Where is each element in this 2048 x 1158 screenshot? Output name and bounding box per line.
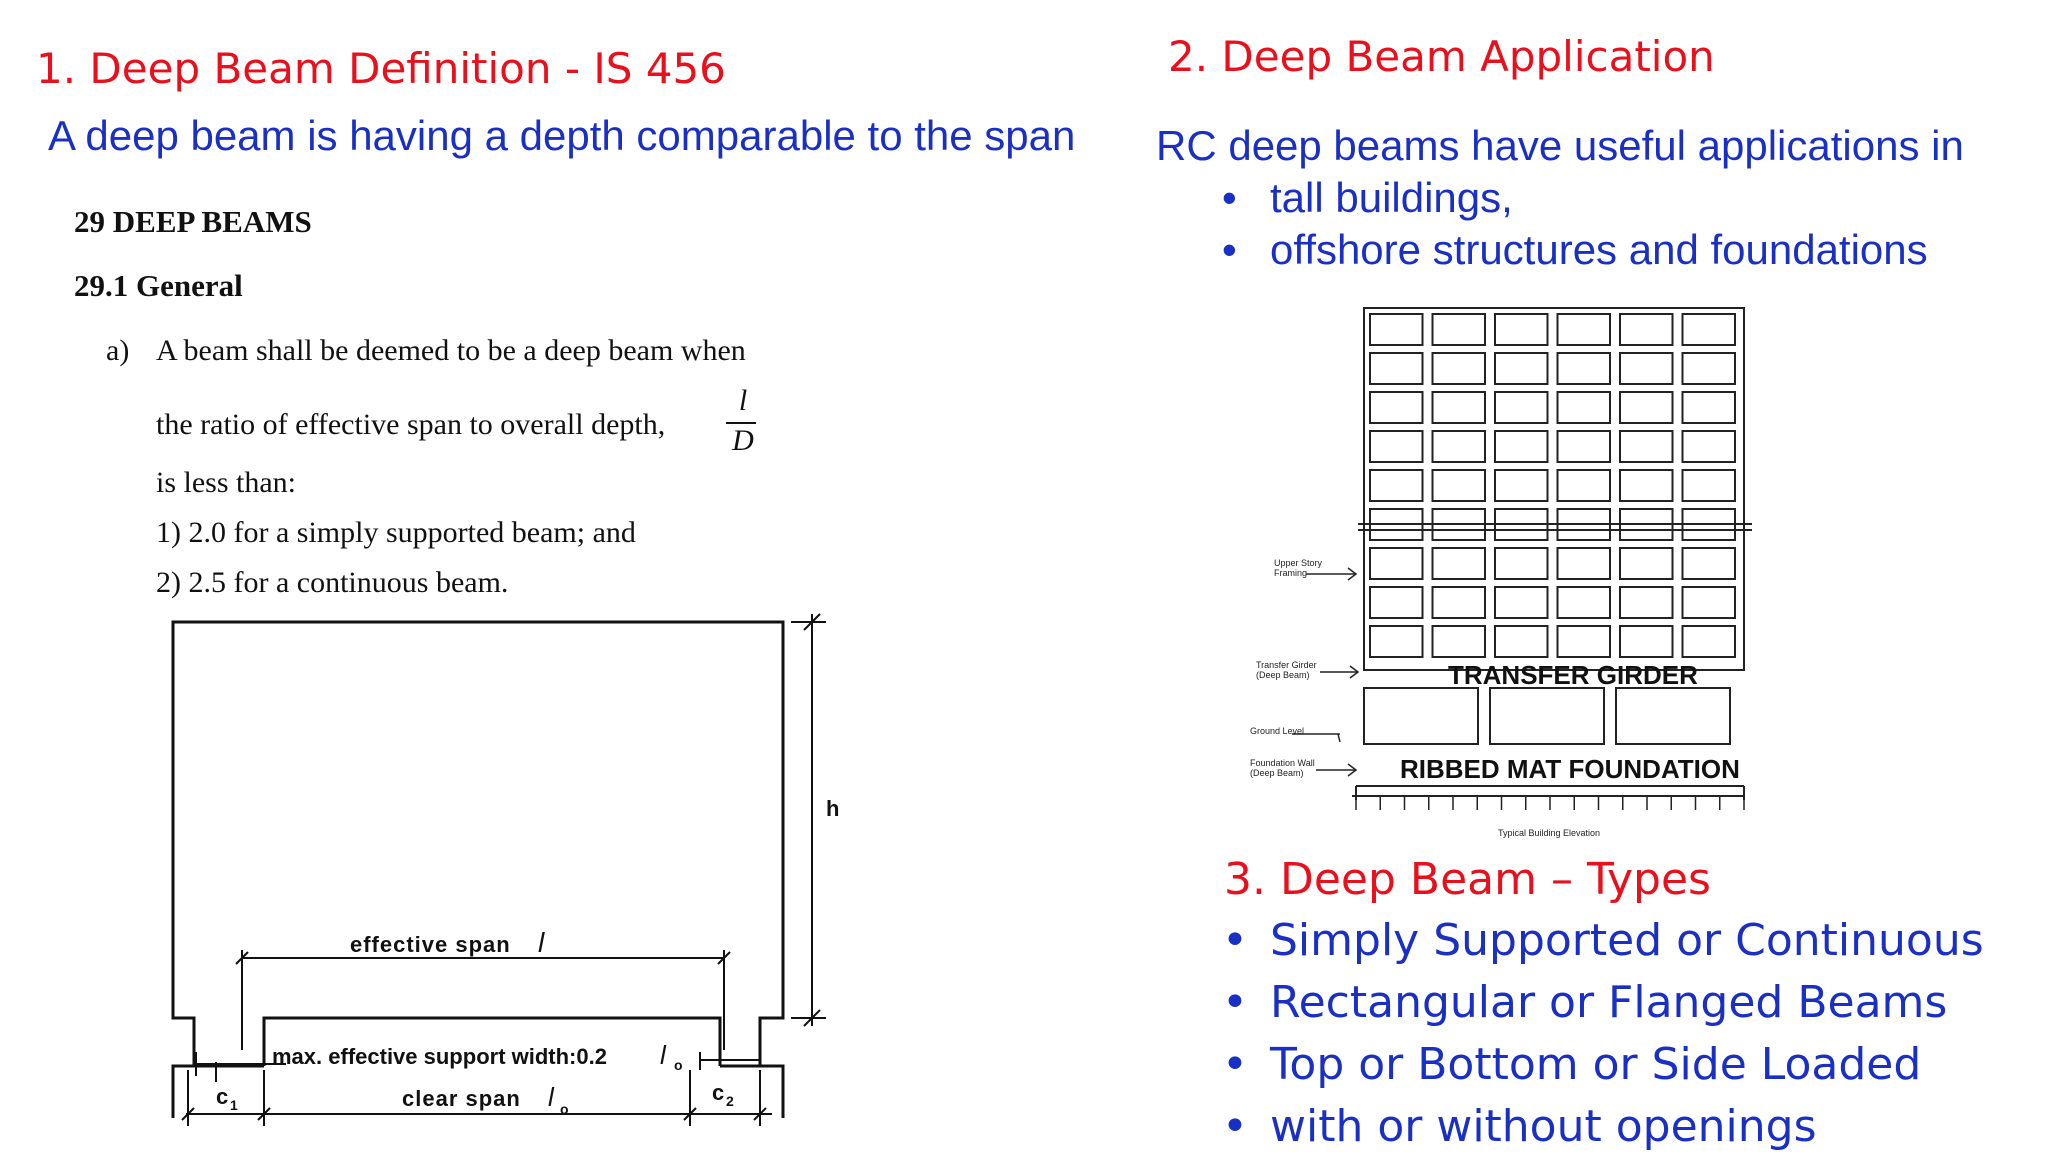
clear-span-symbol: l — [548, 1082, 554, 1112]
window-cell — [1558, 314, 1611, 345]
label-upper-story: Upper Story — [1274, 558, 1323, 568]
clause-line2: the ratio of effective span to overall depth, — [156, 408, 666, 441]
window-cell — [1370, 353, 1423, 384]
window-cell — [1433, 314, 1486, 345]
window-cell — [1683, 353, 1736, 384]
window-cell — [1558, 392, 1611, 423]
ribbed-mat-label: RIBBED MAT FOUNDATION — [1400, 754, 1740, 784]
window-cell — [1683, 548, 1736, 579]
window-cell — [1620, 314, 1673, 345]
window-cell — [1683, 431, 1736, 462]
window-cell — [1433, 587, 1486, 618]
window-cell — [1370, 470, 1423, 501]
clause-line1: A beam shall be deemed to be a deep beam when — [156, 334, 746, 367]
types-list — [1222, 910, 1984, 1158]
window-cell — [1495, 431, 1548, 462]
window-cell — [1620, 548, 1673, 579]
label-elevation: Typical Building Elevation — [1498, 828, 1601, 838]
window-cell — [1683, 626, 1736, 657]
window-cell — [1558, 548, 1611, 579]
window-cell — [1370, 626, 1423, 657]
window-cell — [1620, 353, 1673, 384]
transfer-cell — [1364, 688, 1478, 744]
label-foundation-2: (Deep Beam) — [1250, 768, 1304, 778]
window-cell — [1620, 587, 1673, 618]
label-transfer-2: (Deep Beam) — [1256, 670, 1310, 680]
window-cell — [1370, 431, 1423, 462]
transfer-cell — [1616, 688, 1730, 744]
type-item: • with or without openings — [1222, 1096, 1984, 1158]
building-elevation-diagram — [1220, 288, 1770, 848]
label-ground: Ground Level — [1250, 726, 1305, 736]
window-cell — [1433, 431, 1486, 462]
label-foundation: Foundation Wall — [1250, 758, 1315, 768]
c2-label: c — [712, 1080, 725, 1105]
label-upper-story-2: Framing — [1274, 568, 1308, 578]
window-cell — [1495, 587, 1548, 618]
window-cell — [1433, 392, 1486, 423]
window-cell — [1370, 587, 1423, 618]
clause-item2: 2) 2.5 for a continuous beam. — [156, 566, 509, 599]
clause-line3: is less than: — [156, 466, 296, 499]
support-width-symbol: l — [660, 1040, 666, 1070]
window-cell — [1558, 470, 1611, 501]
c1-subscript: 1 — [230, 1097, 238, 1113]
window-cell — [1433, 353, 1486, 384]
application-list — [1222, 172, 1928, 276]
clause-item1: 1) 2.0 for a simply supported beam; and — [156, 516, 636, 549]
section2-heading: 2. Deep Beam Application — [1168, 32, 1715, 81]
clear-span-label: clear span — [402, 1086, 521, 1111]
support-width-label: max. effective support width:0.2 — [272, 1044, 607, 1069]
window-cell — [1495, 353, 1548, 384]
code-subtitle: 29.1 General — [74, 268, 243, 303]
window-cell — [1370, 548, 1423, 579]
effective-span-symbol: l — [538, 927, 545, 958]
window-cell — [1683, 314, 1736, 345]
window-cell — [1495, 626, 1548, 657]
window-cell — [1683, 470, 1736, 501]
window-cell — [1370, 314, 1423, 345]
window-cell — [1558, 587, 1611, 618]
window-cell — [1370, 392, 1423, 423]
window-cell — [1433, 626, 1486, 657]
support-width-subscript: o — [674, 1057, 683, 1073]
type-item: • Top or Bottom or Side Loaded — [1222, 1034, 1984, 1096]
type-item: • Simply Supported or Continuous — [1222, 910, 1984, 972]
clause-label: a) — [106, 334, 130, 367]
code-title: 29 DEEP BEAMS — [74, 204, 312, 239]
window-cell — [1683, 587, 1736, 618]
window-cell — [1495, 548, 1548, 579]
section1-subtitle: A deep beam is having a depth comparable to the span — [48, 112, 1076, 159]
label-transfer: Transfer Girder — [1256, 660, 1317, 670]
window-cell — [1495, 392, 1548, 423]
clear-span-subscript: o — [560, 1101, 569, 1117]
window-cell — [1620, 392, 1673, 423]
c1-label: c — [216, 1084, 229, 1109]
height-label: h — [826, 796, 840, 821]
fraction-numerator: l — [738, 384, 748, 417]
section3-heading: 3. Deep Beam – Types — [1224, 854, 1711, 905]
fraction-denominator: D — [732, 424, 754, 457]
application-item: • tall buildings, — [1222, 172, 1928, 224]
window-cell — [1433, 470, 1486, 501]
window-cell — [1683, 392, 1736, 423]
window-cell — [1620, 431, 1673, 462]
window-cell — [1558, 431, 1611, 462]
section2-intro: RC deep beams have useful applications in — [1156, 122, 1964, 169]
window-cell — [1433, 548, 1486, 579]
window-cell — [1495, 314, 1548, 345]
effective-span-label: effective span — [350, 932, 511, 957]
c2-subscript: 2 — [726, 1093, 734, 1109]
window-cell — [1620, 470, 1673, 501]
transfer-cell — [1490, 688, 1604, 744]
section1-heading: 1. Deep Beam Definition - IS 456 — [36, 44, 726, 93]
window-cell — [1620, 626, 1673, 657]
transfer-girder-label: TRANSFER GIRDER — [1448, 660, 1698, 690]
application-item: • offshore structures and foundations — [1222, 224, 1928, 276]
window-cell — [1558, 353, 1611, 384]
window-cell — [1495, 470, 1548, 501]
window-cell — [1558, 626, 1611, 657]
type-item: • Rectangular or Flanged Beams — [1222, 972, 1984, 1034]
deep-beam-diagram — [0, 600, 900, 1152]
